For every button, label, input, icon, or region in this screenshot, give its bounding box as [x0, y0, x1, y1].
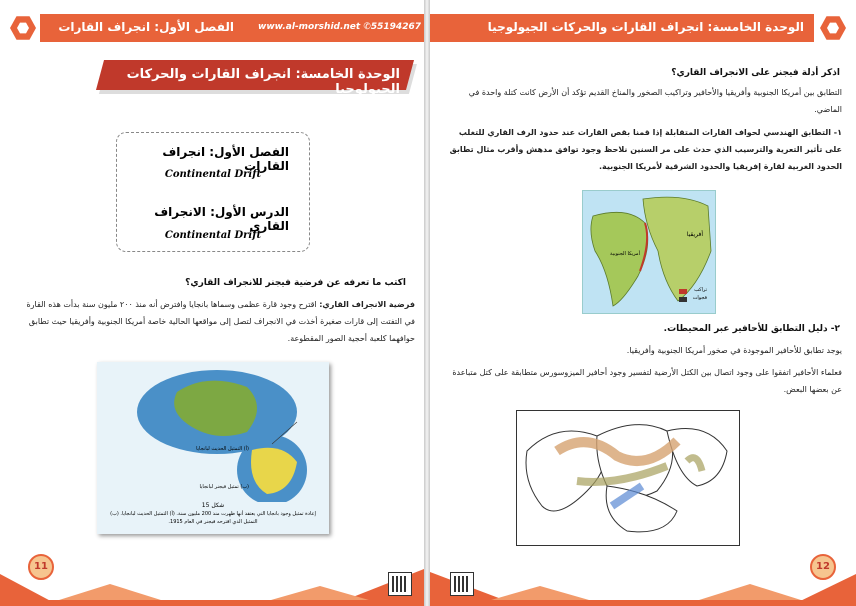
left-page [0, 0, 424, 606]
map-legend-2: فجوات [692, 295, 707, 301]
right-footer-decoration [430, 544, 856, 606]
lesson-title: الدرس الأول: الانجراف القاري [154, 205, 289, 233]
figure-caption-text: إعادة تمثيل وجود بانجايا التي يعتقد أنها ظهرت منذ 200 مليون سنة. (أ) التمثيل الحديث لبانجايا. (ب) التمثيل الذي اقترحه فيجنر في العام 1915. [110, 511, 316, 525]
hexagon-icon [10, 15, 36, 41]
hexagon-icon [820, 15, 846, 41]
fossil-map-svg [517, 411, 739, 545]
continents-fit-map [582, 190, 716, 314]
map-label-africa: أفريقيا [686, 231, 703, 238]
left-question: اكتب ما تعرفه عن فرضية فيجنر للانجراف القاري؟ [185, 278, 406, 288]
left-footer-decoration [0, 544, 424, 606]
evidence-2-line2: فعلماء الأحافير اتفقوا على وجود اتصال بين الكتل الأرضية لتفسير وجود أحافير الميزوسورس متطابقة على كتل متباعدة عن بعضها البعض. [452, 368, 842, 394]
unit-banner-text: الوحدة الخامسة: انجراف القارات والحركات الجيولوجيا [126, 67, 400, 97]
evidence-intro: التطابق بين أمريكا الجنوبية وأفريقيا والأحافير وتراكيب الصخور والمناخ القديم تؤكد أن الأرض كانت كتلة واحدة في الماضي. [468, 88, 842, 114]
chapter-title: الفصل الأول: انجراف القارات [162, 145, 289, 173]
left-header-title: الفصل الأول: انجراف القارات [58, 20, 234, 34]
map-legend-1: تراكب [694, 287, 707, 293]
left-page-number: 11 [28, 554, 54, 580]
lesson-subtitle: Continental Drift [164, 230, 262, 241]
right-question: اذكر أدلة فيجنر على الانجراف القاري؟ [671, 68, 840, 78]
evidence-2-line1: يوجد تطابق للأحافير الموجودة في صخور أمريكا الجنوبية وأفريقيا. [626, 346, 842, 355]
chapter-box [116, 132, 310, 252]
evidence-2-title: ٢- دليل التطابق للأحافير عبر المحيطات. [663, 324, 840, 334]
figure-caption-number: شكل 15 [201, 502, 225, 509]
right-page-number: 12 [810, 554, 836, 580]
figure-label-b: (ب) تمثيل فيجنر لبانجايا [199, 484, 249, 490]
right-header-title: الوحدة الخامسة: انجراف القارات والحركات الجيولوجيا [487, 20, 804, 34]
hypothesis-paragraph [20, 296, 415, 347]
hypothesis-label: فرضية الانجراف القاري: [319, 300, 415, 309]
figure-label-a: (أ) التمثيل الحديث لبانجايا [196, 446, 249, 452]
website-url[interactable]: www.al-morshid.net ✆55194267 [258, 22, 421, 32]
right-header-bar [430, 14, 814, 42]
hypothesis-text: اقترح وجود قارة عظمى وسماها بانجايا وافترض أنه منذ ٢٠٠ مليون سنة بدأت هذه القارة في التفتت إلى قارات صغيرة أخذت في الانجراف لتصل إلى مواقعها الحالية خاصة أمريكا الجنوبية وأفريقيا حيث تطابق حوافهما كلعبة أحجية الصور المقطوعة. [26, 300, 415, 343]
evidence-1: ١- التطابق الهندسي لحواف القارات المتقابلة إذا قمنا بقص القارات عند حدود الرف القاري للتغلب على تأثير التعرية والترسيب الذي حدث على مر السنين نلاحظ وجود توافق مدهش وأقرب مثال تطابق الحدود الغربية لقارة إفريقيا والحدود الشرقية لأمريكا الجنوبية. [449, 128, 842, 171]
qr-code-icon[interactable] [450, 572, 474, 596]
qr-code-icon[interactable] [388, 572, 412, 596]
chapter-subtitle: Continental Drift [164, 169, 262, 180]
map-label-south-america: أمريكا الجنوبية [610, 251, 640, 257]
right-page [430, 0, 856, 606]
pangaea-figure [97, 362, 329, 534]
fossil-distribution-map [516, 410, 740, 546]
pangaea-globes [97, 362, 329, 502]
